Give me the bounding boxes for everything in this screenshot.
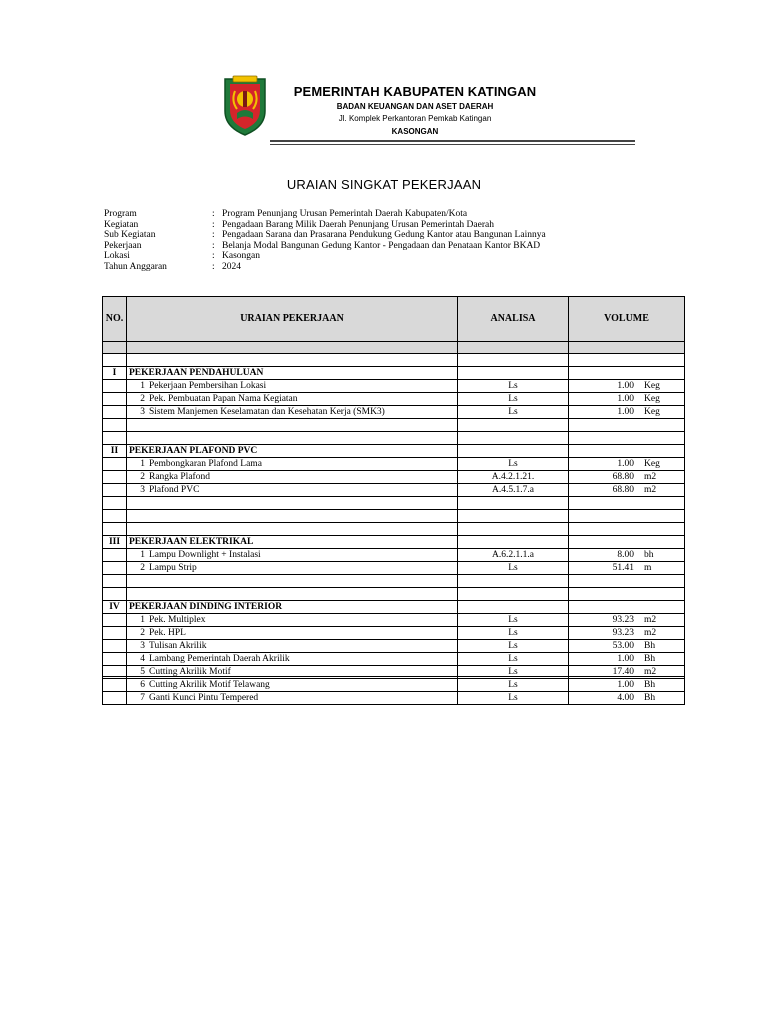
header-no: NO. (103, 297, 127, 342)
info-row (104, 241, 546, 252)
item-volume-cell (569, 627, 685, 640)
item-number: 6 (140, 680, 145, 690)
info-value: Pengadaan Barang Milik Daerah Penunjang Urusan Pemerintah Daerah (222, 219, 494, 230)
info-colon: : (212, 251, 215, 262)
cell-empty (103, 342, 127, 354)
cell-empty (103, 393, 127, 406)
item-description-cell (127, 380, 458, 393)
cell-empty (458, 601, 569, 614)
blank-row (103, 419, 685, 432)
item-description-cell (127, 484, 458, 497)
cell-empty (458, 354, 569, 367)
cell-empty (103, 497, 127, 510)
info-colon: : (212, 230, 215, 241)
info-colon: : (212, 240, 215, 251)
table-row (103, 692, 685, 705)
item-volume: 1.00 (617, 394, 634, 404)
cell-empty (103, 614, 127, 627)
table-row (103, 562, 685, 575)
cell-empty (569, 575, 685, 588)
item-description-cell (127, 614, 458, 627)
item-analisa: A.4.5.1.7.a (458, 484, 569, 497)
cell-empty (458, 342, 569, 354)
item-volume-cell (569, 692, 685, 705)
item-description: Lampu Downlight + Instalasi (149, 550, 261, 560)
section-title: PEKERJAAN ELEKTRIKAL (127, 536, 458, 549)
cell-empty (569, 588, 685, 601)
item-volume-cell (569, 549, 685, 562)
info-row (104, 251, 546, 262)
cell-empty (569, 432, 685, 445)
item-volume-cell (569, 458, 685, 471)
cell-empty (103, 679, 127, 692)
info-label: Sub Kegiatan (104, 230, 156, 241)
cell-empty (458, 432, 569, 445)
item-description: Lambang Pemerintah Daerah Akrilik (149, 654, 290, 664)
cell-empty (458, 523, 569, 536)
item-description: Plafond PVC (149, 485, 200, 495)
item-number: 1 (140, 381, 145, 391)
info-label: Lokasi (104, 251, 130, 262)
item-volume: 93.23 (612, 628, 634, 638)
cell-empty (569, 523, 685, 536)
item-volume: 1.00 (617, 680, 634, 690)
item-unit: bh (644, 550, 654, 560)
item-number: 2 (140, 563, 145, 573)
cell-empty (569, 419, 685, 432)
table-row (103, 614, 685, 627)
item-description: Pembongkaran Plafond Lama (149, 459, 262, 469)
item-volume-cell (569, 471, 685, 484)
item-number: 2 (140, 628, 145, 638)
item-description-cell (127, 393, 458, 406)
blank-row (103, 354, 685, 367)
item-analisa: Ls (458, 458, 569, 471)
info-label: Program (104, 209, 137, 219)
cell-empty (127, 497, 458, 510)
cell-empty (127, 432, 458, 445)
section-row (103, 445, 685, 458)
blank-row (103, 588, 685, 601)
info-value: Pengadaan Sarana dan Prasarana Pendukung Gedung Kantor atau Bangunan Lainnya (222, 230, 546, 241)
item-number: 3 (140, 485, 145, 495)
item-description: Rangka Plafond (149, 472, 210, 482)
info-row (104, 262, 546, 273)
item-analisa: Ls (458, 640, 569, 653)
section-title: PEKERJAAN PENDAHULUAN (127, 367, 458, 380)
header-spacer-row (103, 342, 685, 354)
table-row (103, 653, 685, 666)
header-uraian: URAIAN PEKERJAAN (127, 297, 458, 342)
cell-empty (103, 458, 127, 471)
item-volume: 8.00 (617, 550, 634, 560)
blank-row (103, 523, 685, 536)
info-row (104, 209, 546, 220)
cell-empty (103, 627, 127, 640)
header-volume: VOLUME (569, 297, 685, 342)
cell-empty (127, 342, 458, 354)
item-unit: m2 (644, 472, 657, 482)
cell-empty (569, 354, 685, 367)
item-number: 2 (140, 394, 145, 404)
item-description: Tulisan Akrilik (149, 641, 207, 651)
item-number: 4 (140, 654, 145, 664)
section-number: III (103, 536, 127, 549)
cell-empty (103, 653, 127, 666)
cell-empty (458, 497, 569, 510)
item-unit: Keg (644, 394, 660, 404)
info-value: 2024 (222, 261, 241, 272)
item-description-cell (127, 471, 458, 484)
table-row (103, 393, 685, 406)
blank-row (103, 510, 685, 523)
work-table (102, 296, 684, 705)
item-number: 3 (140, 641, 145, 651)
item-description-cell (127, 458, 458, 471)
item-volume: 51.41 (612, 563, 634, 573)
item-description: Lampu Strip (149, 563, 197, 573)
item-unit: Keg (644, 407, 660, 417)
item-unit: m2 (644, 628, 657, 638)
cell-empty (127, 523, 458, 536)
cell-empty (103, 575, 127, 588)
cell-empty (127, 588, 458, 601)
cell-empty (103, 406, 127, 419)
item-unit: Bh (644, 693, 656, 703)
letterhead-address: Jl. Komplek Perkantoran Pemkab Katingan (338, 114, 492, 123)
cell-empty (569, 510, 685, 523)
cell-empty (458, 575, 569, 588)
item-volume-cell (569, 484, 685, 497)
item-description: Pek. HPL (149, 628, 186, 638)
info-colon: : (212, 261, 215, 272)
item-analisa: Ls (458, 679, 569, 692)
info-value: Kasongan (222, 251, 260, 262)
item-volume-cell (569, 562, 685, 575)
item-volume-cell (569, 640, 685, 653)
cell-empty (569, 342, 685, 354)
item-description: Pek. Multiplex (149, 615, 206, 625)
item-number: 3 (140, 407, 145, 417)
item-volume: 1.00 (617, 381, 634, 391)
table-row (103, 640, 685, 653)
info-label: Tahun Anggaran (104, 261, 167, 272)
cell-empty (103, 419, 127, 432)
section-title: PEKERJAAN DINDING INTERIOR (127, 601, 458, 614)
cell-empty (127, 354, 458, 367)
item-analisa: Ls (458, 653, 569, 666)
item-analisa: Ls (458, 614, 569, 627)
document-title: URAIAN SINGKAT PEKERJAAN (286, 177, 482, 192)
item-volume-cell (569, 614, 685, 627)
item-unit: m (644, 563, 652, 573)
info-row (104, 220, 546, 231)
item-description-cell (127, 406, 458, 419)
item-description: Sistem Manjemen Keselamatan dan Kesehatan Kerja (SMK3) (149, 407, 385, 417)
item-description: Cutting Akrilik Motif Telawang (149, 680, 270, 690)
item-description: Pekerjaan Pembersihan Lokasi (149, 381, 267, 391)
item-analisa: Ls (458, 406, 569, 419)
cell-empty (103, 549, 127, 562)
item-volume: 1.00 (617, 654, 634, 664)
item-number: 7 (140, 693, 145, 703)
item-description-cell (127, 692, 458, 705)
item-description-cell (127, 640, 458, 653)
info-value: Program Penunjang Urusan Pemerintah Daerah Kabupaten/Kota (222, 209, 468, 219)
katingan-coat-of-arms-icon (221, 73, 269, 137)
item-analisa: Ls (458, 380, 569, 393)
item-volume: 4.00 (617, 693, 634, 703)
table-bottom-line (102, 676, 684, 677)
item-description: Pek. Pembuatan Papan Nama Kegiatan (149, 394, 298, 404)
section-row (103, 536, 685, 549)
letterhead-divider-thin (270, 144, 635, 145)
item-volume: 17.40 (612, 667, 634, 677)
cell-empty (569, 497, 685, 510)
table-row (103, 380, 685, 393)
item-analisa: A.4.2.1.21. (458, 471, 569, 484)
letterhead-divider-thick (270, 140, 635, 142)
letterhead (270, 84, 560, 136)
table-body (103, 342, 685, 705)
item-description-cell (127, 627, 458, 640)
section-row (103, 601, 685, 614)
item-analisa: Ls (458, 562, 569, 575)
cell-empty (103, 510, 127, 523)
cell-empty (569, 601, 685, 614)
info-value: Belanja Modal Bangunan Gedung Kantor - Pengadaan dan Penataan Kantor BKAD (222, 240, 541, 251)
item-unit: m2 (644, 615, 657, 625)
item-volume-cell (569, 679, 685, 692)
cell-empty (103, 523, 127, 536)
header-analisa: ANALISA (458, 297, 569, 342)
item-volume: 1.00 (617, 407, 634, 417)
cell-empty (103, 692, 127, 705)
item-analisa: Ls (458, 393, 569, 406)
letterhead-agency: BADAN KEUANGAN DAN ASET DAERAH (336, 102, 494, 111)
table-row (103, 406, 685, 419)
cell-empty (458, 536, 569, 549)
section-number: IV (103, 601, 127, 614)
info-colon: : (212, 219, 215, 230)
blank-row (103, 575, 685, 588)
cell-empty (569, 536, 685, 549)
item-unit: Bh (644, 654, 656, 664)
item-number: 5 (140, 667, 145, 677)
table-row (103, 679, 685, 692)
table-row (103, 484, 685, 497)
item-volume: 1.00 (617, 459, 634, 469)
cell-empty (127, 510, 458, 523)
table-row (103, 549, 685, 562)
item-unit: Bh (644, 641, 656, 651)
table-row (103, 458, 685, 471)
blank-row (103, 497, 685, 510)
cell-empty (103, 562, 127, 575)
item-unit: Keg (644, 459, 660, 469)
item-volume-cell (569, 406, 685, 419)
item-unit: m2 (644, 485, 657, 495)
section-number: I (103, 367, 127, 380)
item-number: 1 (140, 459, 145, 469)
item-analisa: A.6.2.1.1.a (458, 549, 569, 562)
table-row (103, 471, 685, 484)
item-description: Cutting Akrilik Motif (149, 667, 231, 677)
table-header-row (103, 297, 685, 342)
item-unit: m2 (644, 667, 657, 677)
item-description-cell (127, 562, 458, 575)
item-analisa: Ls (458, 627, 569, 640)
section-row (103, 367, 685, 380)
cell-empty (458, 588, 569, 601)
item-number: 1 (140, 615, 145, 625)
item-volume: 93.23 (612, 615, 634, 625)
cell-empty (103, 588, 127, 601)
info-label: Kegiatan (104, 219, 139, 230)
cell-empty (458, 367, 569, 380)
cell-empty (458, 445, 569, 458)
letterhead-title: PEMERINTAH KABUPATEN KATINGAN (293, 84, 537, 99)
item-volume-cell (569, 393, 685, 406)
item-analisa: Ls (458, 692, 569, 705)
cell-empty (103, 484, 127, 497)
item-number: 2 (140, 472, 145, 482)
cell-empty (103, 640, 127, 653)
item-unit: Keg (644, 381, 660, 391)
item-number: 1 (140, 550, 145, 560)
section-number: II (103, 445, 127, 458)
item-volume-cell (569, 653, 685, 666)
table-row (103, 627, 685, 640)
item-description-cell (127, 653, 458, 666)
info-block (104, 209, 546, 273)
section-title: PEKERJAAN PLAFOND PVC (127, 445, 458, 458)
cell-empty (127, 575, 458, 588)
info-row (104, 230, 546, 241)
item-description-cell (127, 679, 458, 692)
cell-empty (103, 380, 127, 393)
item-volume: 68.80 (612, 485, 634, 495)
item-analisa: Ls (458, 666, 569, 679)
cell-empty (569, 367, 685, 380)
cell-empty (127, 419, 458, 432)
cell-empty (458, 419, 569, 432)
cell-empty (569, 445, 685, 458)
item-volume: 53.00 (612, 641, 634, 651)
cell-empty (458, 510, 569, 523)
info-label: Pekerjaan (104, 240, 142, 251)
item-volume-cell (569, 380, 685, 393)
item-unit: Bh (644, 680, 656, 690)
cell-empty (103, 432, 127, 445)
item-volume: 68.80 (612, 472, 634, 482)
cell-empty (103, 471, 127, 484)
item-description-cell (127, 549, 458, 562)
letterhead-city: KASONGAN (391, 127, 439, 136)
info-colon: : (212, 209, 215, 219)
item-description: Ganti Kunci Pintu Tempered (149, 693, 259, 703)
cell-empty (103, 354, 127, 367)
blank-row (103, 432, 685, 445)
